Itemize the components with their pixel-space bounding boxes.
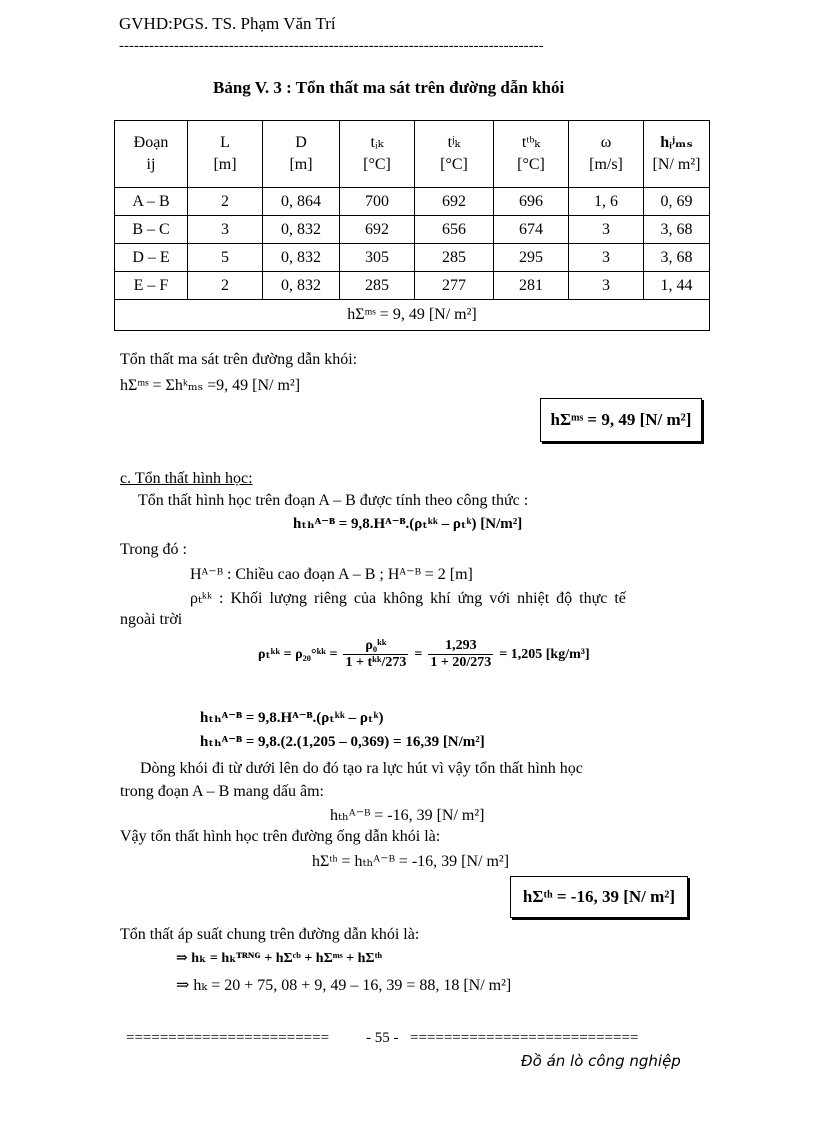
def-density-line1: ρₜᵏᵏ : Khối lượng riêng của không khí ứng với nhiệt độ thực tế (190, 590, 626, 607)
cell: 656 (415, 216, 494, 244)
cell: E – F (115, 272, 188, 300)
fraction-numerator: 1,293 (428, 638, 493, 655)
def-density-line2: ngoài trời (120, 611, 183, 628)
cell: 0, 69 (644, 188, 710, 216)
cell: 5 (188, 244, 263, 272)
cell: 3 (569, 272, 644, 300)
section-heading-geometric: c. Tổn thất hình học: (120, 470, 253, 487)
cell: 1, 6 (569, 188, 644, 216)
header-rule: ------------------------------------------------------------------------------------- (119, 38, 544, 54)
cell: B – C (115, 216, 188, 244)
cell: 277 (415, 272, 494, 300)
density-lhs: ρₜᵏᵏ = ρ₂₀°ᵏᵏ = (258, 647, 338, 662)
header-cell-temp-in: tᵢₖ [°C] (340, 121, 415, 188)
geometric-formula-3: hₜₕᴬ⁻ᴮ = 9,8.(2.(1,205 – 0,369) = 16,39 [N/m²] (200, 734, 485, 750)
footer-line-right: =========================== (410, 1030, 639, 1046)
geometric-intro: Tổn thất hình học trên đoạn A – B được tính theo công thức : (138, 492, 529, 509)
total-cell: hΣᵐˢ = 9, 49 [N/ m²] (115, 300, 710, 331)
negative-value: hₜₕᴬ⁻ᴮ = -16, 39 [N/ m²] (330, 807, 485, 824)
friction-formula: hΣᵐˢ = Σhᵏₘₛ =9, 49 [N/ m²] (120, 377, 301, 394)
header-cell-velocity: ω [m/s] (569, 121, 644, 188)
table-row (115, 244, 710, 272)
friction-intro: Tổn thất ma sát trên đường dẫn khói: (120, 351, 358, 368)
cell: 696 (494, 188, 569, 216)
explain-line1: Dòng khói đi từ dưới lên do đó tạo ra lực hút vì vậy tổn thất hình học (140, 760, 583, 777)
cell: 700 (340, 188, 415, 216)
cell: 1, 44 (644, 272, 710, 300)
pressure-formula-1: ⇒ hₖ = hₖᵀᴿᴺᴳ + hΣᶜᵇ + hΣᵐˢ + hΣᵗʰ (176, 951, 383, 966)
density-result: = 1,205 [kg/m³] (499, 646, 590, 662)
cell: 674 (494, 216, 569, 244)
cell: 0, 832 (263, 272, 340, 300)
def-height: Hᴬ⁻ᴮ : Chiều cao đoạn A – B ; Hᴬ⁻ᴮ = 2 [m] (190, 566, 473, 583)
cell: 3 (569, 216, 644, 244)
cell: 2 (188, 188, 263, 216)
fraction-denominator: 1 + 20/273 (430, 655, 492, 670)
cell: A – B (115, 188, 188, 216)
where-label: Trong đó : (120, 541, 187, 558)
header-cell-length: L [m] (188, 121, 263, 188)
table-row (115, 272, 710, 300)
cell: 2 (188, 272, 263, 300)
document-name: Đồ án lò công nghiệp (521, 1052, 681, 1070)
geometric-formula-1: hₜₕᴬ⁻ᴮ = 9,8.Hᴬ⁻ᴮ.(ρₜᵏᵏ – ρₜᵏ) [N/m²] (293, 516, 523, 532)
header-cell-loss: hᵢʲₘₛ [N/ m²] (644, 121, 710, 188)
pressure-formula-2: ⇒ hₖ = 20 + 75, 08 + 9, 49 – 16, 39 = 88, 18 [N/ m²] (176, 977, 512, 994)
friction-loss-table (114, 120, 710, 331)
cell: 3, 68 (644, 244, 710, 272)
table-header-row (115, 121, 710, 188)
geometric-total-formula: hΣᵗʰ = hₜₕᴬ⁻ᴮ = -16, 39 [N/ m²] (312, 853, 510, 870)
geometric-result-box: hΣᵗʰ = -16, 39 [N/ m²] (510, 876, 688, 918)
page-number: - 55 - (366, 1030, 399, 1046)
fraction-denominator: 1 + tᵏᵏ/273 (345, 655, 407, 670)
explain-line2: trong đoạn A – B mang dấu âm: (120, 783, 324, 800)
header-cell-temp-avg: tᵗᵇₖ [°C] (494, 121, 569, 188)
footer-line-left: ======================== (126, 1030, 330, 1046)
cell: 0, 832 (263, 216, 340, 244)
cell: 305 (340, 244, 415, 272)
cell: D – E (115, 244, 188, 272)
cell: 3, 68 (644, 216, 710, 244)
cell: 285 (340, 272, 415, 300)
cell: 692 (415, 188, 494, 216)
cell: 692 (340, 216, 415, 244)
cell: 3 (569, 244, 644, 272)
geometric-conclusion: Vậy tổn thất hình học trên đường ống dẫn khói là: (120, 828, 441, 845)
pressure-intro: Tổn thất áp suất chung trên đường dẫn khói là: (120, 926, 420, 943)
supervisor-header: GVHD:PGS. TS. Phạm Văn Trí (119, 14, 336, 33)
table-title: Bảng V. 3 : Tổn thất ma sát trên đường dẫn khói (213, 78, 565, 97)
table-row (115, 216, 710, 244)
friction-result-box: hΣᵐˢ = 9, 49 [N/ m²] (540, 398, 702, 442)
density-fraction-symbolic (343, 638, 408, 671)
header-cell-temp-out: tʲₖ [°C] (415, 121, 494, 188)
fraction-numerator: ρ₀ᵏᵏ (343, 638, 408, 655)
density-formula: ρₜᵏᵏ = ρ₂₀°ᵏᵏ = $\frac{\text{ρ₀ᵏᵏ}}{\text{1 + tᵏᵏ/273}}$ = $\frac{1,293}{1 + 20/273}$ = 1,205 [kg/m³] (258, 638, 590, 670)
header-cell-segment: Đoạn ij (115, 121, 188, 188)
cell: 0, 864 (263, 188, 340, 216)
header-cell-diameter: D [m] (263, 121, 340, 188)
cell: 285 (415, 244, 494, 272)
table-row (115, 188, 710, 216)
cell: 3 (188, 216, 263, 244)
cell: 295 (494, 244, 569, 272)
density-fraction-numeric (428, 638, 493, 671)
table-total-row (115, 300, 710, 331)
cell: 0, 832 (263, 244, 340, 272)
cell: 281 (494, 272, 569, 300)
geometric-formula-2: hₜₕᴬ⁻ᴮ = 9,8.Hᴬ⁻ᴮ.(ρₜᵏᵏ – ρₜᵏ) (200, 710, 384, 726)
